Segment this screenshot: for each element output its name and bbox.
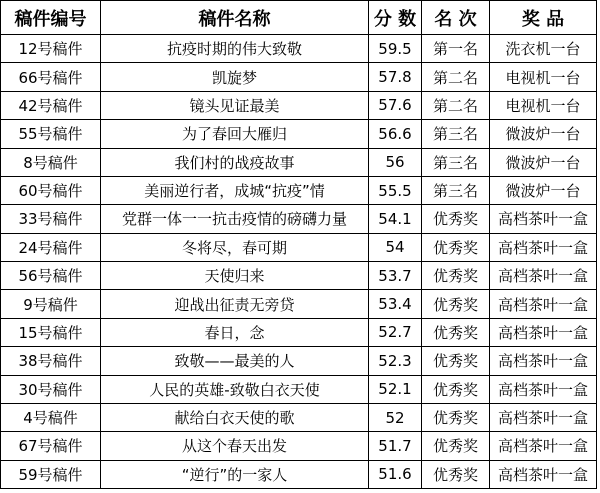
cell-prize: 高档茶叶一盒 <box>490 205 597 233</box>
cell-id: 67号稿件 <box>1 432 101 460</box>
cell-rank: 第三名 <box>422 176 490 204</box>
table-row <box>1 120 597 148</box>
cell-prize: 电视机一台 <box>490 91 597 119</box>
cell-id: 66号稿件 <box>1 63 101 91</box>
table-row <box>1 35 597 63</box>
table-row <box>1 63 597 91</box>
table-row <box>1 205 597 233</box>
cell-score: 57.6 <box>369 91 422 119</box>
cell-score: 51.7 <box>369 432 422 460</box>
cell-prize: 高档茶叶一盒 <box>490 233 597 261</box>
cell-prize: 高档茶叶一盒 <box>490 347 597 375</box>
header-id: 稿件编号 <box>1 1 101 35</box>
cell-title: 致敬——最美的人 <box>101 347 369 375</box>
cell-rank: 优秀奖 <box>422 403 490 431</box>
header-rank: 名 次 <box>422 1 490 35</box>
cell-prize: 微波炉一台 <box>490 176 597 204</box>
cell-title: 天使归来 <box>101 262 369 290</box>
cell-id: 42号稿件 <box>1 91 101 119</box>
cell-title: 为了春回大雁归 <box>101 120 369 148</box>
cell-id: 24号稿件 <box>1 233 101 261</box>
cell-id: 12号稿件 <box>1 35 101 63</box>
cell-rank: 优秀奖 <box>422 233 490 261</box>
cell-id: 60号稿件 <box>1 176 101 204</box>
cell-score: 51.6 <box>369 460 422 488</box>
cell-prize: 微波炉一台 <box>490 148 597 176</box>
cell-prize: 电视机一台 <box>490 63 597 91</box>
cell-title: 献给白衣天使的歌 <box>101 403 369 431</box>
cell-prize: 高档茶叶一盒 <box>490 460 597 488</box>
table-row <box>1 290 597 318</box>
cell-id: 4号稿件 <box>1 403 101 431</box>
cell-score: 52.3 <box>369 347 422 375</box>
cell-title: 美丽逆行者，成城“抗疫”情 <box>101 176 369 204</box>
cell-rank: 优秀奖 <box>422 432 490 460</box>
cell-id: 9号稿件 <box>1 290 101 318</box>
cell-rank: 第二名 <box>422 63 490 91</box>
cell-id: 59号稿件 <box>1 460 101 488</box>
cell-prize: 高档茶叶一盒 <box>490 318 597 346</box>
header-row <box>1 1 597 35</box>
header-prize: 奖 品 <box>490 1 597 35</box>
cell-title: 我们村的战疫故事 <box>101 148 369 176</box>
cell-title: 迎战出征责无旁贷 <box>101 290 369 318</box>
cell-prize: 高档茶叶一盒 <box>490 403 597 431</box>
cell-rank: 优秀奖 <box>422 262 490 290</box>
cell-prize: 洗衣机一台 <box>490 35 597 63</box>
cell-id: 8号稿件 <box>1 148 101 176</box>
cell-score: 53.4 <box>369 290 422 318</box>
cell-rank: 第三名 <box>422 120 490 148</box>
cell-title: 党群一体一一抗击疫情的磅礴力量 <box>101 205 369 233</box>
table-row <box>1 347 597 375</box>
cell-rank: 优秀奖 <box>422 460 490 488</box>
table-row <box>1 233 597 261</box>
cell-id: 30号稿件 <box>1 375 101 403</box>
table-row <box>1 176 597 204</box>
cell-id: 56号稿件 <box>1 262 101 290</box>
cell-id: 15号稿件 <box>1 318 101 346</box>
cell-rank: 第一名 <box>422 35 490 63</box>
cell-rank: 优秀奖 <box>422 205 490 233</box>
cell-title: 冬将尽，春可期 <box>101 233 369 261</box>
cell-prize: 高档茶叶一盒 <box>490 262 597 290</box>
cell-title: 从这个春天出发 <box>101 432 369 460</box>
cell-score: 54.1 <box>369 205 422 233</box>
cell-title: 春日，念 <box>101 318 369 346</box>
cell-score: 56 <box>369 148 422 176</box>
cell-prize: 高档茶叶一盒 <box>490 375 597 403</box>
cell-rank: 优秀奖 <box>422 347 490 375</box>
cell-score: 53.7 <box>369 262 422 290</box>
table-row <box>1 318 597 346</box>
header-score: 分 数 <box>369 1 422 35</box>
cell-score: 54 <box>369 233 422 261</box>
cell-prize: 高档茶叶一盒 <box>490 290 597 318</box>
cell-score: 52.7 <box>369 318 422 346</box>
cell-rank: 第三名 <box>422 148 490 176</box>
table-row <box>1 432 597 460</box>
cell-score: 59.5 <box>369 35 422 63</box>
cell-id: 38号稿件 <box>1 347 101 375</box>
cell-id: 55号稿件 <box>1 120 101 148</box>
table-row <box>1 148 597 176</box>
cell-rank: 第二名 <box>422 91 490 119</box>
cell-title: “逆行”的一家人 <box>101 460 369 488</box>
cell-score: 55.5 <box>369 176 422 204</box>
cell-id: 33号稿件 <box>1 205 101 233</box>
cell-score: 56.6 <box>369 120 422 148</box>
table-row <box>1 460 597 488</box>
cell-prize: 微波炉一台 <box>490 120 597 148</box>
table-row <box>1 375 597 403</box>
cell-title: 镜头见证最美 <box>101 91 369 119</box>
cell-rank: 优秀奖 <box>422 318 490 346</box>
cell-title: 抗疫时期的伟大致敬 <box>101 35 369 63</box>
cell-rank: 优秀奖 <box>422 375 490 403</box>
header-title: 稿件名称 <box>101 1 369 35</box>
table-row <box>1 262 597 290</box>
cell-prize: 高档茶叶一盒 <box>490 432 597 460</box>
cell-score: 52.1 <box>369 375 422 403</box>
cell-score: 52 <box>369 403 422 431</box>
cell-title: 凯旋梦 <box>101 63 369 91</box>
table-row <box>1 403 597 431</box>
cell-rank: 优秀奖 <box>422 290 490 318</box>
cell-score: 57.8 <box>369 63 422 91</box>
table-row <box>1 91 597 119</box>
cell-title: 人民的英雄-致敬白衣天使 <box>101 375 369 403</box>
